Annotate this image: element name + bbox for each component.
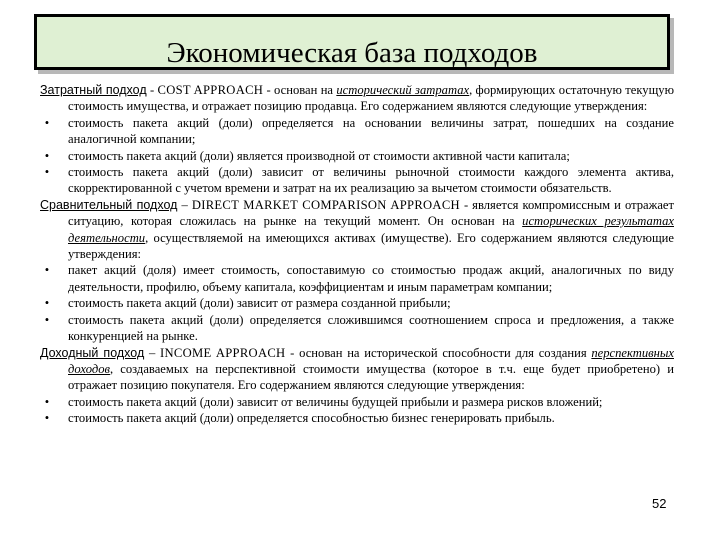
page-number: 52 xyxy=(652,496,667,511)
underlined-term: исторических результатах деятельности xyxy=(68,214,674,245)
list-item-text: стоимость пакета акций (доли) определяется сложившимся соотношением спроса и предложения, а также конкуренцией на рынке. xyxy=(68,312,674,344)
bullet-icon: • xyxy=(44,312,50,327)
comparison-approach-english: DIRECT MARKET COMPARISON APPROACH xyxy=(191,197,460,212)
list-item xyxy=(40,148,674,164)
slide-content xyxy=(40,82,674,427)
underlined-term: перспективных доходов xyxy=(68,345,674,376)
underlined-term: исторический затратах xyxy=(336,83,470,97)
text-fragment: - основан на xyxy=(263,83,337,97)
bullet-icon: • xyxy=(44,296,50,311)
dash: – xyxy=(177,197,192,212)
dash: – xyxy=(144,345,161,360)
slide-title: Экономическая база подходов xyxy=(166,37,538,69)
comparison-approach-paragraph xyxy=(40,197,674,263)
bullet-icon: • xyxy=(44,115,50,130)
bullet-icon: • xyxy=(44,394,50,409)
cost-approach-english: COST APPROACH xyxy=(157,83,264,97)
list-item-text: стоимость пакета акций (доли) определяется на основании величины затрат, пошедших на создание аналогичной компании; xyxy=(68,115,674,147)
bullet-icon: • xyxy=(44,411,50,426)
list-item xyxy=(40,295,674,311)
comparison-approach-heading: Сравнительный подход xyxy=(40,197,178,212)
text-fragment: , формирующих остаточную текущую стоимость имущества, и отражает позицию продавца. Его содержанием являются следующие утверждения: xyxy=(68,83,674,114)
list-item-text: пакет акций (доля) имеет стоимость, сопоставимую со стоимостью продаж акций, аналогичных по виду деятельности, профилю, объему капитала, коэффициентам и иным параметрам компании; xyxy=(68,263,674,294)
list-item-text: стоимость пакета акций (доли) зависит от размера созданной прибыли; xyxy=(68,296,451,311)
list-item xyxy=(40,115,674,148)
bullet-icon: • xyxy=(44,263,50,278)
title-banner xyxy=(34,14,670,70)
cost-approach-heading: Затратный подход xyxy=(40,83,147,97)
list-item-text: стоимость пакета акций (доли) определяется способностью бизнес генерировать прибыль. xyxy=(68,411,555,426)
income-approach-paragraph xyxy=(40,345,674,394)
list-item-text: стоимость пакета акций (доли) зависит от величины будущей прибыли и размера рисков вложений; xyxy=(68,394,603,409)
text-fragment: , осуществляемой на имеющихся активах (имуществе). Его содержанием являются следующие утверждения: xyxy=(68,230,674,262)
list-item xyxy=(40,394,674,410)
text-fragment: - является компромиссным и отражает ситуацию, которая сложилась на рынке на текущий момент. Он основан на xyxy=(68,197,675,229)
text-fragment: - основан на исторической способности для создания xyxy=(285,345,592,360)
dash: - xyxy=(146,83,158,97)
cost-approach-paragraph xyxy=(40,82,674,115)
list-item xyxy=(40,262,674,295)
bullet-icon: • xyxy=(44,148,50,163)
list-item xyxy=(40,410,674,426)
bullet-icon: • xyxy=(44,165,50,180)
list-item-text: стоимость пакета акций (доли) является производной от стоимости активной части капитала; xyxy=(68,148,570,163)
text-fragment: , создаваемых на перспективной стоимости имущества (которое в т.ч. еще будет приобретено) и отражает позицию покупателя. Его содержанием являются следующие утверждения: xyxy=(68,361,674,393)
income-approach-english: INCOME APPROACH xyxy=(160,345,286,360)
list-item-text: стоимость пакета акций (доли) зависит от величины рыночной стоимости каждого элемента актива, скорректированной с учетом времени и затрат на их реализацию за вычетом стоимости обязательств. xyxy=(68,165,674,196)
list-item xyxy=(40,312,674,345)
income-approach-heading: Доходный подход xyxy=(40,345,145,360)
list-item xyxy=(40,164,674,197)
